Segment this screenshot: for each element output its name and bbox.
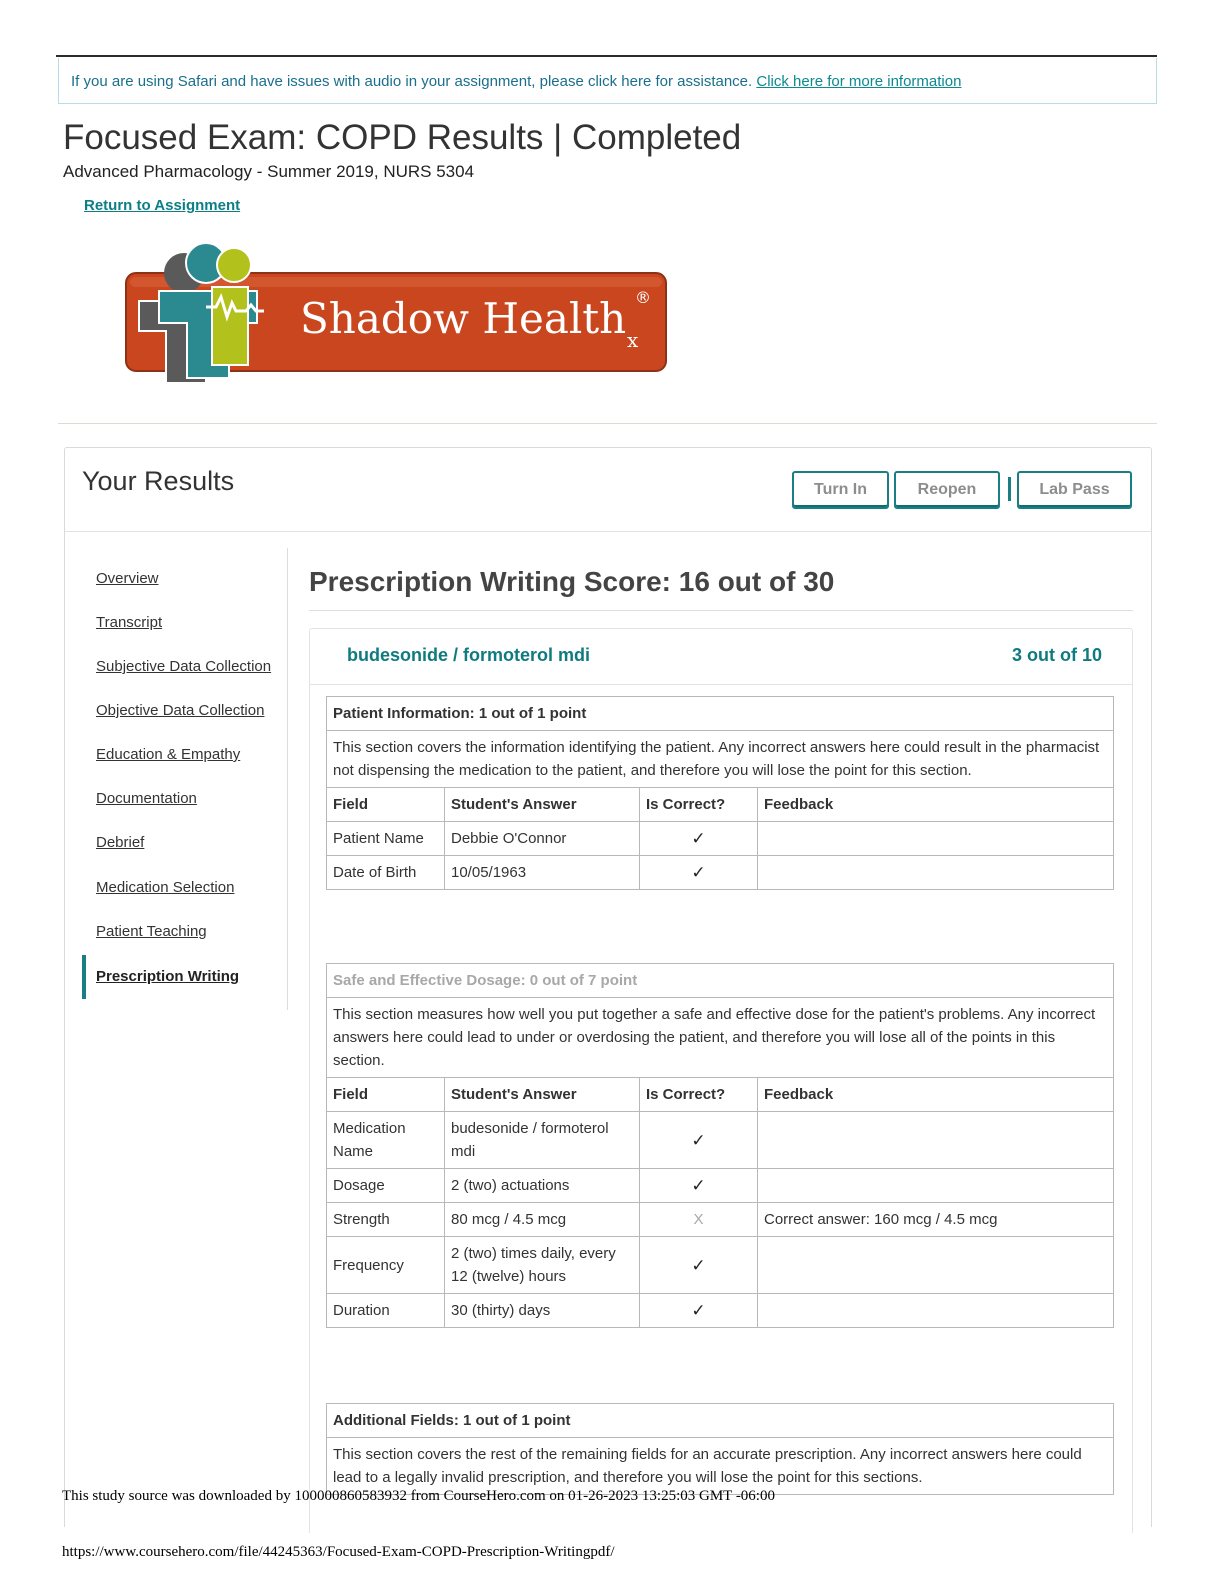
feedback-cell: Correct answer: 160 mcg / 4.5 mcg — [758, 1203, 1114, 1237]
table-row — [327, 1169, 1114, 1203]
nav-overview[interactable]: Overview — [96, 570, 159, 587]
source-url: https://www.coursehero.com/file/44245363/Focused-Exam-COPD-Prescription-Writingpdf/ — [62, 1544, 615, 1560]
reopen-button[interactable]: Reopen — [894, 471, 1000, 509]
column-header-correct: Is Correct? — [640, 1078, 758, 1112]
feedback-cell — [758, 856, 1114, 890]
feedback-cell — [758, 1237, 1114, 1294]
active-nav-indicator — [82, 955, 86, 999]
table-row — [327, 822, 1114, 856]
cross-icon: X — [640, 1203, 758, 1237]
results-title: Your Results — [82, 466, 235, 496]
answer-cell: 80 mcg / 4.5 mcg — [445, 1203, 640, 1237]
field-cell: Duration — [327, 1294, 445, 1328]
section-description: This section covers the information identifying the patient. Any incorrect answers here could result in the pharmacist not dispensing the medication to the patient, and therefore you will lose the point for this section. — [327, 731, 1114, 788]
answer-cell: 2 (two) times daily, every 12 (twelve) hours — [445, 1237, 640, 1294]
table-header-row — [327, 1078, 1114, 1112]
logo-x-mark: x — [627, 328, 639, 352]
nav-medication-selection[interactable]: Medication Selection — [96, 879, 235, 896]
nav-prescription-writing[interactable]: Prescription Writing — [96, 968, 240, 985]
table-row — [327, 1294, 1114, 1328]
section-title: Patient Information: 1 out of 1 point — [327, 697, 1114, 731]
nav-debrief[interactable]: Debrief — [96, 834, 145, 851]
column-header-feedback: Feedback — [758, 1078, 1114, 1112]
score-rule — [309, 610, 1133, 611]
column-header-answer: Student's Answer — [445, 1078, 640, 1112]
dosage-table — [326, 963, 1114, 1328]
results-header — [65, 448, 1151, 532]
column-header-feedback: Feedback — [758, 788, 1114, 822]
additional-fields-table — [326, 1403, 1114, 1495]
safari-notice-text: If you are using Safari and have issues with audio in your assignment, please click here for assistance. — [71, 73, 753, 90]
check-icon: ✓ — [640, 822, 758, 856]
course-subtitle: Advanced Pharmacology - Summer 2019, NURS 5304 — [63, 162, 475, 181]
patient-information-table — [326, 696, 1114, 890]
check-icon: ✓ — [640, 1294, 758, 1328]
logo-text: Shadow Health — [300, 294, 627, 343]
button-separator — [1008, 477, 1011, 501]
nav-objective-data-collection[interactable]: Objective Data Collection — [96, 702, 265, 719]
check-icon: ✓ — [640, 1169, 758, 1203]
table-row — [327, 1237, 1114, 1294]
table-row — [327, 856, 1114, 890]
section-title: Safe and Effective Dosage: 0 out of 7 point — [327, 964, 1114, 998]
field-cell: Medication Name — [327, 1112, 445, 1169]
medication-header — [310, 629, 1132, 685]
lab-pass-button[interactable]: Lab Pass — [1017, 471, 1132, 509]
field-cell: Patient Name — [327, 822, 445, 856]
feedback-cell — [758, 1294, 1114, 1328]
side-nav — [82, 548, 288, 1010]
page-title: Focused Exam: COPD Results | Completed — [63, 118, 742, 157]
column-header-answer: Student's Answer — [445, 788, 640, 822]
score-title: Prescription Writing Score: 16 out of 30 — [309, 566, 835, 597]
column-header-field: Field — [327, 788, 445, 822]
feedback-cell — [758, 1112, 1114, 1169]
logo-registered-mark: ® — [635, 288, 651, 307]
check-icon: ✓ — [640, 1237, 758, 1294]
answer-cell: Debbie O'Connor — [445, 822, 640, 856]
section-title: Additional Fields: 1 out of 1 point — [327, 1404, 1114, 1438]
safari-notice — [58, 58, 1157, 104]
nav-education-empathy[interactable]: Education & Empathy — [96, 746, 241, 763]
table-row — [327, 1203, 1114, 1237]
check-icon: ✓ — [640, 1112, 758, 1169]
nav-documentation[interactable]: Documentation — [96, 790, 197, 807]
column-header-correct: Is Correct? — [640, 788, 758, 822]
medication-score: 3 out of 10 — [1011, 645, 1102, 665]
feedback-cell — [758, 822, 1114, 856]
section-description: This section covers the rest of the remaining fields for an accurate prescription. Any incorrect answers here could lead to a legally invalid prescription, and therefore you will lose the point for this sections. — [327, 1438, 1114, 1495]
section-description: This section measures how well you put together a safe and effective dose for the patient's problems. Any incorrect answers here could lead to under or overdosing the patient, and therefore you will lose all of the points in this section. — [327, 998, 1114, 1078]
nav-transcript[interactable]: Transcript — [96, 614, 163, 631]
return-to-assignment-link[interactable]: Return to Assignment — [84, 197, 241, 214]
download-note: This study source was downloaded by 100000860583932 from CourseHero.com on 01-26-2023 13:25:03 GMT -06:00 — [62, 1488, 775, 1504]
shadow-health-logo — [114, 243, 674, 393]
answer-cell: 10/05/1963 — [445, 856, 640, 890]
section-divider — [58, 423, 1157, 424]
field-cell: Dosage — [327, 1169, 445, 1203]
nav-subjective-data-collection[interactable]: Subjective Data Collection — [96, 658, 272, 675]
nav-patient-teaching[interactable]: Patient Teaching — [96, 923, 207, 940]
field-cell: Date of Birth — [327, 856, 445, 890]
top-rule — [56, 55, 1157, 57]
turn-in-button[interactable]: Turn In — [792, 471, 889, 509]
feedback-cell — [758, 1169, 1114, 1203]
field-cell: Frequency — [327, 1237, 445, 1294]
check-icon: ✓ — [640, 856, 758, 890]
more-info-link[interactable]: Click here for more information — [756, 73, 962, 90]
medication-name: budesonide / formoterol mdi — [347, 645, 591, 665]
table-row — [327, 1112, 1114, 1169]
answer-cell: budesonide / formoterol mdi — [445, 1112, 640, 1169]
answer-cell: 2 (two) actuations — [445, 1169, 640, 1203]
field-cell: Strength — [327, 1203, 445, 1237]
column-header-field: Field — [327, 1078, 445, 1112]
answer-cell: 30 (thirty) days — [445, 1294, 640, 1328]
table-header-row — [327, 788, 1114, 822]
